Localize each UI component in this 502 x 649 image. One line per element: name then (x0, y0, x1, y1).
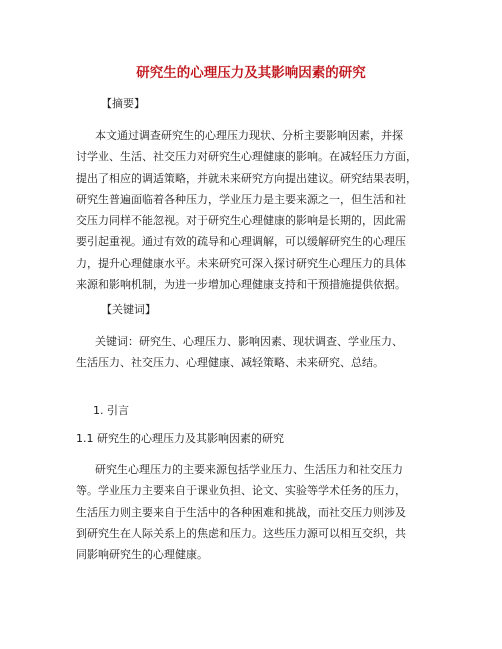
keywords-heading: 【关键词】 (101, 303, 156, 316)
section-line: 到研究生在人际关系上的焦虑和压力。这些压力源可以相互交织，共 (76, 526, 406, 540)
section-line: 生活压力则主要来自于生活中的各种困难和挑战，而社交压力则涉及 (76, 505, 406, 519)
abstract-line: 交压力同样不能忽视。对于研究生心理健康的影响是长期的，因此需 (76, 214, 406, 228)
abstract-line: 来源和影响机制，为进一步增加心理健康支持和干预措施提供依据。 (76, 278, 406, 292)
abstract-line: 提出了相应的调适策略，并就未来研究方向提出建议。研究结果表明， (76, 171, 417, 185)
keywords-line: 关键词：研究生、心理压力、影响因素、现状调查、学业压力、 (95, 335, 403, 348)
keywords-paragraph (76, 331, 436, 374)
abstract-line: 要引起重视。通过有效的疏导和心理调解，可以缓解研究生的心理压 (76, 235, 406, 249)
section-1-1-paragraph (76, 459, 436, 565)
abstract-line: 研究生普遍面临着各种压力，学业压力是主要来源之一，但生活和社 (76, 192, 406, 206)
abstract-line: 力，提升心理健康水平。未来研究可深入探讨研究生心理压力的具体 (76, 256, 406, 270)
section-line: 等。学业压力主要来自于课业负担、论文、实验等学术任务的压力， (76, 484, 406, 498)
abstract-heading: 【摘要】 (101, 97, 145, 110)
abstract-line: 讨学业、生活、社交压力对研究生心理健康的影响。在减轻压力方面， (76, 150, 417, 164)
section-line: 研究生心理压力的主要来源包括学业压力、生活压力和社交压力 (95, 463, 403, 476)
section-line: 同影响研究生的心理健康。 (76, 548, 208, 562)
abstract-paragraph (76, 125, 436, 295)
keywords-line: 生活压力、社交压力、心理健康、减轻策略、未来研究、总结。 (76, 356, 384, 370)
document-title: 研究生的心理压力及其影响因素的研究 (136, 65, 366, 81)
section-1-1-heading: 1.1 研究生的心理压力及其影响因素的研究 (76, 432, 284, 445)
abstract-line: 本文通过调查研究生的心理压力现状、分析主要影响因素，并探 (95, 129, 403, 142)
section-1-heading: 1. 引言 (93, 404, 129, 417)
